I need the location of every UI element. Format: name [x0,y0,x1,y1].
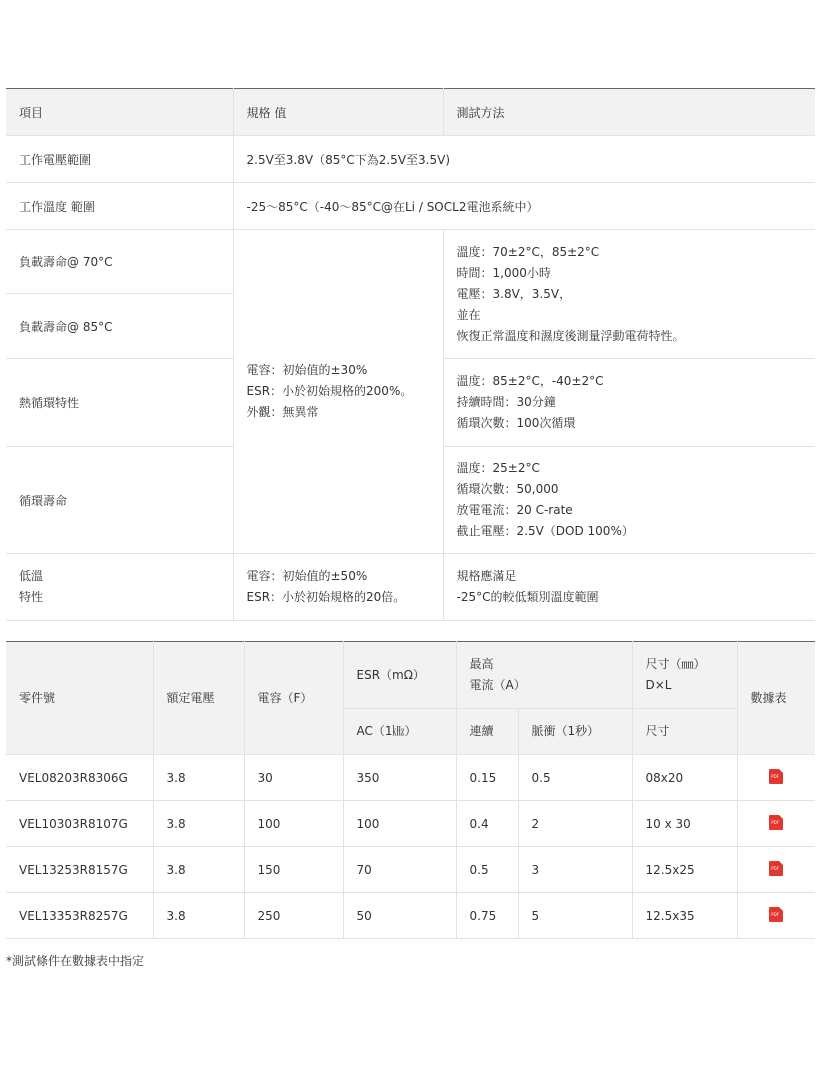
spec-voltage: 2.5V至3.8V（85°C下為2.5V至3.5V) [233,136,815,183]
item-lowtemp [6,554,233,621]
item-cycle: 循環壽命 [6,447,233,554]
datasheet-cell [737,801,815,847]
method-line: -25°C的較低類別溫度範圍 [456,590,599,604]
current-pulse: 2 [518,801,632,847]
spec-row-voltage [6,136,815,183]
table-row [6,847,815,893]
spec-row-lowtemp [6,554,815,621]
rated-voltage: 3.8 [153,847,244,893]
item-lowtemp-line: 低溫 [19,569,44,583]
datasheet-cell [737,755,815,801]
method-line: 放電電流：20 C-rate [456,503,573,517]
shared-spec-line: 電容：初始值的±30% [246,363,368,377]
header-method: 測試方法 [443,89,815,136]
header-current-line: 最高 [469,657,494,671]
header-esr-sub: AC（1㎑） [343,709,456,755]
rated-voltage: 3.8 [153,755,244,801]
header-datasheet: 數據表 [737,642,815,755]
method-line: 持續時間：30分鐘 [456,395,556,409]
size: 10 x 30 [632,801,737,847]
header-current-line: 電流（A） [469,678,526,692]
current-continuous: 0.75 [456,893,518,939]
pdf-icon[interactable] [769,815,783,830]
header-item: 項目 [6,89,233,136]
table-row [6,755,815,801]
method-line: 溫度：85±2°C，-40±2°C [456,374,604,388]
header-spec: 規格 值 [233,89,443,136]
current-pulse: 0.5 [518,755,632,801]
method-lowtemp [443,554,815,621]
pdf-icon-label: PDF [771,819,780,825]
shared-spec-line: ESR：小於初始規格的200%。 [246,384,413,398]
spec-temperature: -25～85°C（-40～85°C@在Li / SOCL2電池系統中） [233,183,815,230]
capacitance: 100 [244,801,343,847]
header-size [632,642,737,709]
current-pulse: 5 [518,893,632,939]
pdf-icon[interactable] [769,907,783,922]
current-pulse: 3 [518,847,632,893]
item-load70: 負載壽命@ 70°C [6,230,233,294]
method-line: 時間：1,000小時 [456,265,551,280]
pdf-icon-label: PDF [771,773,780,779]
spec-row-temperature [6,183,815,230]
method-line: 截止電壓：2.5V（DOD 100%） [456,524,634,538]
pdf-icon-label: PDF [771,911,780,917]
method-line: 溫度：70±2°C，85±2°C [456,244,600,259]
esr: 100 [343,801,456,847]
spec-lowtemp [233,554,443,621]
current-continuous: 0.4 [456,801,518,847]
capacitance: 150 [244,847,343,893]
item-voltage: 工作電壓範圍 [6,136,233,183]
product-table [6,641,815,939]
header-current [456,642,632,709]
rated-voltage: 3.8 [153,893,244,939]
cycle-method-cell [443,447,815,554]
item-load85: 負載壽命@ 85°C [6,294,233,359]
thermal-method-cell [443,359,815,447]
method-line: 並在 [456,307,481,322]
current-continuous: 0.5 [456,847,518,893]
spec-header-row [6,89,815,136]
rated-voltage: 3.8 [153,801,244,847]
esr: 50 [343,893,456,939]
size: 12.5x25 [632,847,737,893]
product-header-row [6,642,815,709]
part-number: VEL10303R8107G [6,801,153,847]
method-line: 溫度：25±2°C [456,461,540,475]
header-size-sub: 尺寸 [632,709,737,755]
esr: 70 [343,847,456,893]
header-capacitance: 電容（F） [244,642,343,755]
item-lowtemp-line: 特性 [19,590,44,604]
header-esr: ESR（mΩ） [343,642,456,709]
header-current-continuous: 連續 [456,709,518,755]
part-number: VEL13353R8257G [6,893,153,939]
spec-lowtemp-line: ESR：小於初始規格的20倍。 [246,590,406,604]
part-number: VEL08203R8306G [6,755,153,801]
spec-row-load70 [6,230,815,294]
method-line: 循環次數：50,000 [456,482,559,496]
table-row [6,893,815,939]
size: 12.5x35 [632,893,737,939]
method-line: 恢復正常溫度和濕度後測量浮動電荷特性。 [456,328,685,343]
method-line: 規格應滿足 [456,569,517,583]
item-thermal: 熱循環特性 [6,359,233,447]
method-line: 電壓：3.8V，3.5V， [456,286,572,301]
header-voltage: 額定電壓 [153,642,244,755]
spec-table [6,88,815,621]
spec-lowtemp-line: 電容：初始值的±50% [246,569,368,583]
esr: 350 [343,755,456,801]
pdf-icon[interactable] [769,861,783,876]
capacitance: 30 [244,755,343,801]
datasheet-cell [737,847,815,893]
table-row [6,801,815,847]
shared-spec-line: 外觀：無異常 [246,405,319,419]
shared-spec-cell [233,230,443,554]
datasheet-cell [737,893,815,939]
part-number: VEL13253R8157G [6,847,153,893]
capacitance: 250 [244,893,343,939]
pdf-icon[interactable] [769,769,783,784]
header-part: 零件號 [6,642,153,755]
header-current-pulse: 脈衝（1秒） [518,709,632,755]
size: 08x20 [632,755,737,801]
load-method-cell [443,230,815,359]
header-size-line: 尺寸（㎜） [645,657,706,671]
header-size-line: D×L [645,678,672,692]
footnote: *測試條件在數據表中指定 [6,954,145,968]
pdf-icon-label: PDF [771,865,780,871]
item-temperature: 工作溫度 範圍 [6,183,233,230]
method-line: 循環次數：100次循環 [456,416,576,430]
current-continuous: 0.15 [456,755,518,801]
